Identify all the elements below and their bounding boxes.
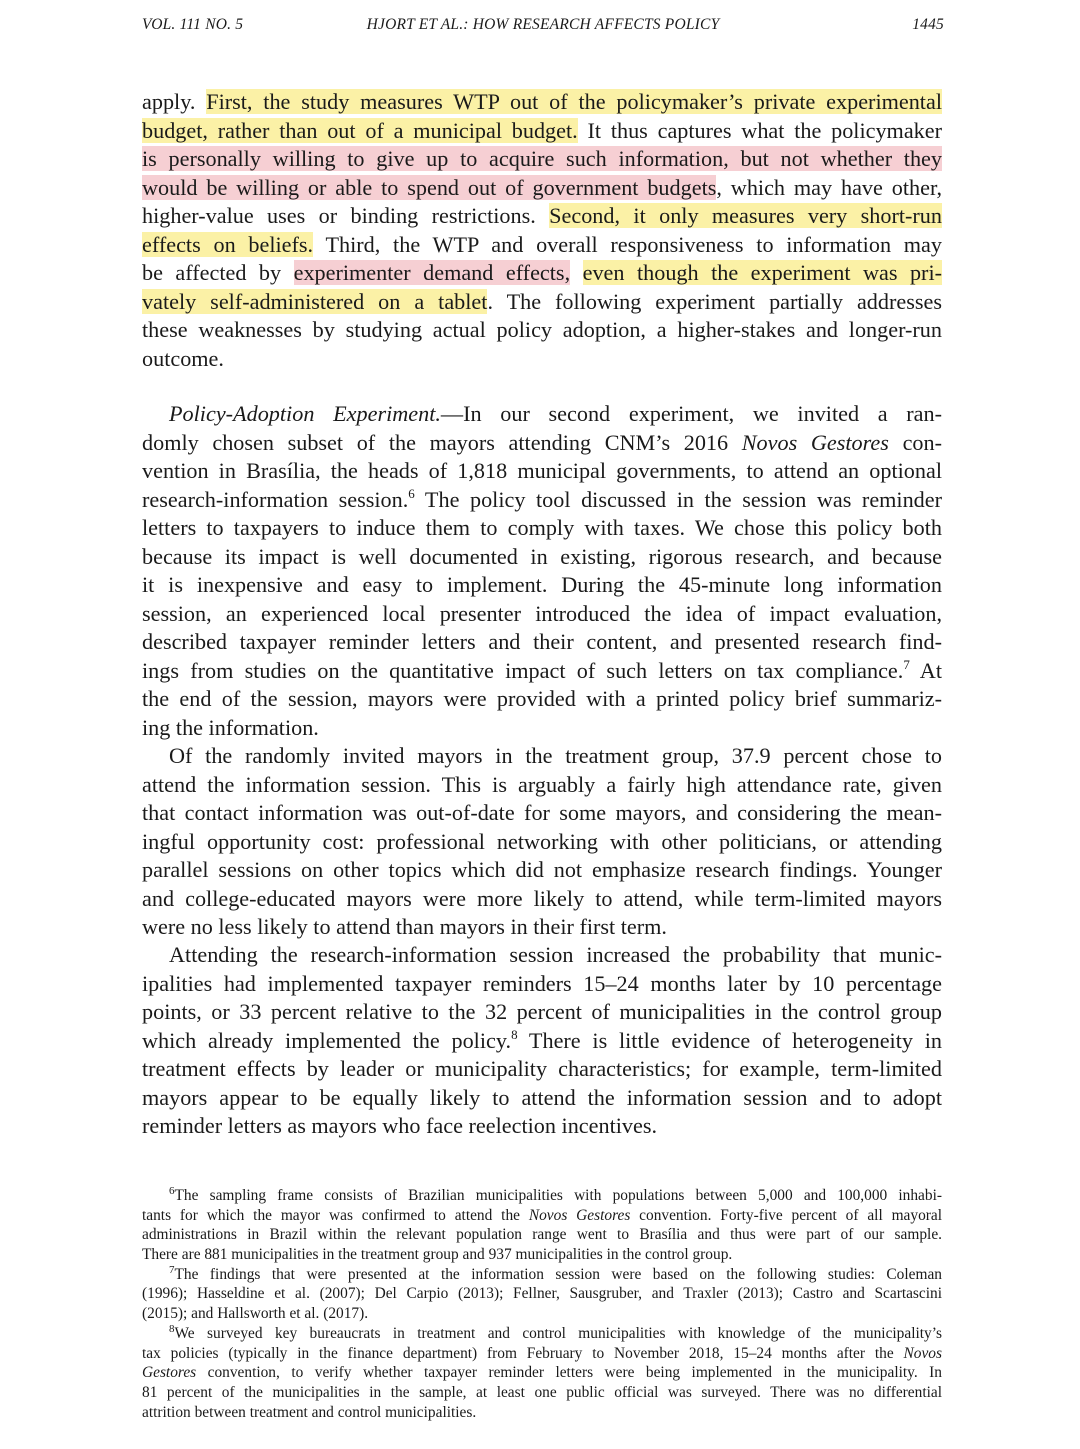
text-span: which already implemented the policy. xyxy=(142,1027,512,1053)
text-span: domly chosen subset of the mayors attending CNM’s 2016 xyxy=(142,429,742,455)
text-line: because its impact is well documented in existing, rigorous research, and because xyxy=(142,543,942,569)
footnote-6 xyxy=(142,1186,942,1265)
text-span: It thus captures what the policymaker xyxy=(577,117,942,143)
text-line xyxy=(142,259,942,288)
text-span: , which may have other, xyxy=(716,174,942,200)
running-head xyxy=(142,16,944,40)
text-span: The findings that were presented at the information session were based on the following studies: Coleman xyxy=(174,1265,942,1283)
italic-term: Novos Gestores xyxy=(741,429,889,455)
text-line: described taxpayer reminder letters and their content, and presented research find- xyxy=(142,629,942,654)
text-span: There is little evidence of heterogeneity in xyxy=(517,1027,943,1053)
text-line: points, or 33 percent relative to the 32 percent of municipalities in the control group xyxy=(142,999,942,1024)
footnote-line xyxy=(142,1186,942,1206)
text-span: research-information session. xyxy=(142,486,409,512)
text-line xyxy=(142,231,942,260)
text-span: The sampling frame consists of Brazilian municipalities with populations between 5,000 and 100,000 inhabi- xyxy=(174,1187,942,1204)
footnote-line xyxy=(142,1265,942,1285)
text-span: con- xyxy=(888,429,942,455)
text-line: the end of the session, mayors were provided with a printed policy brief summariz- xyxy=(142,686,942,711)
footnote-7 xyxy=(142,1265,942,1324)
text-span: tax policies (typically in the finance department) from February to November 2018, 15–24 months after the xyxy=(142,1344,904,1362)
text-line: mayors appear to be equally likely to attend the information session and to adopt xyxy=(142,1084,942,1110)
highlight-red: is personally willing to give up to acquire such information, but not whether they xyxy=(142,146,942,171)
footnote-line: 81 percent of the municipalities in the sample, at least one public official was surveyed. There was no differential xyxy=(142,1383,942,1401)
text-line: that contact information was out-of-date for some mayors, and considering the mean- xyxy=(142,800,942,825)
italic-term: Gestores xyxy=(142,1364,197,1382)
text-span: higher-value uses or binding restrictions. xyxy=(142,203,550,228)
text-line xyxy=(142,145,942,174)
text-line: were no less likely to attend than mayors in their first term. xyxy=(142,914,667,939)
text-line xyxy=(142,429,942,458)
text-line: session, an experienced local presenter introduced the idea of impact evaluation, xyxy=(142,600,942,626)
text-line xyxy=(142,400,942,429)
text-line: and college-educated mayors were more likely to attend, while term-limited mayors xyxy=(142,885,942,911)
footnote-ref-7[interactable]: 7 xyxy=(903,656,910,672)
text-line: parallel sessions on other topics which did not emphasize research findings. Younger xyxy=(142,857,942,882)
footnote-line xyxy=(142,1344,942,1364)
journal-volume: VOL. 111 NO. 5 xyxy=(142,16,244,33)
text-line: Attending the research-information session increased the probability that munic- xyxy=(169,942,942,967)
text-line xyxy=(142,202,942,231)
paragraph-results xyxy=(142,941,942,1141)
footnote-line: There are 881 municipalities in the treatment group and 937 municipalities in the control group. xyxy=(142,1246,733,1264)
italic-term: Novos Gestores xyxy=(528,1206,631,1224)
footnote-line: administrations in Brazil within the relevant population range went to Brasília and thus were part of our sample. xyxy=(142,1226,942,1244)
highlight-red: experimenter demand effects, xyxy=(293,260,571,285)
text-span xyxy=(570,260,582,285)
highlight-yellow: vately self-administered on a tablet xyxy=(142,288,488,314)
footnote-line xyxy=(142,1206,942,1226)
text-span: The policy tool discussed in the session was reminder xyxy=(414,486,943,512)
footnote-line: (2015); and Hallsworth et al. (2017). xyxy=(142,1305,369,1323)
paragraph-limitations xyxy=(142,88,942,373)
text-line xyxy=(142,117,942,146)
text-line: treatment effects by leader or municipality characteristics; for example, term-limited xyxy=(142,1056,942,1081)
highlight-yellow: even though the experiment was pri- xyxy=(582,260,942,285)
text-line: Of the randomly invited mayors in the treatment group, 37.9 percent chose to xyxy=(169,743,942,768)
paragraph-policy-adoption xyxy=(142,400,942,742)
text-span: —In our second experiment, we invited a ran- xyxy=(440,401,942,426)
text-line: it is inexpensive and easy to implement. During the 45-minute long information xyxy=(142,572,942,597)
text-line: outcome. xyxy=(142,345,224,371)
text-span: ings from studies on the quantitative impact of such letters on tax compliance. xyxy=(142,657,904,683)
text-span: convention. Forty-five percent of all mayoral xyxy=(630,1206,942,1224)
text-line xyxy=(142,88,942,117)
highlight-yellow: budget, rather than out of a municipal budget. xyxy=(142,117,578,143)
text-line xyxy=(142,174,942,203)
highlight-yellow: effects on beliefs. xyxy=(142,231,314,257)
text-line: attend the information session. This is arguably a fairly high attendance rate, given xyxy=(142,771,942,797)
footnote-line: attrition between treatment and control municipalities. xyxy=(142,1403,477,1421)
text-line: ipalities had implemented taxpayer reminders 15–24 months later by 10 percentage xyxy=(142,970,942,996)
text-line xyxy=(142,288,942,317)
text-line: letters to taxpayers to induce them to comply with taxes. We chose this policy both xyxy=(142,515,942,540)
footnote-ref-6[interactable]: 6 xyxy=(408,485,415,501)
footnote-number: 7 xyxy=(169,1263,175,1276)
footnote-number: 6 xyxy=(169,1185,175,1197)
text-span: At xyxy=(909,657,942,683)
text-span: tants for which the mayor was confirmed to attend the xyxy=(142,1206,529,1224)
italic-term: Novos xyxy=(903,1344,942,1362)
page-number: 1445 xyxy=(912,16,944,33)
footnotes xyxy=(142,1186,942,1422)
footnote-line: (1996); Hasseldine et al. (2007); Del Carpio (2013); Fellner, Sausgruber, and Traxler (2013); Castro and Scartascini xyxy=(142,1285,942,1303)
highlight-yellow: First, the study measures WTP out of the policymaker’s private experimental xyxy=(206,89,942,114)
text-span: Third, the WTP and overall responsiveness to information may xyxy=(313,231,942,257)
text-line: ingful opportunity cost: professional networking with other politicians, or attending xyxy=(142,828,942,854)
text-span: . The following experiment partially addresses xyxy=(487,288,942,314)
footnote-ref-8[interactable]: 8 xyxy=(511,1026,518,1042)
text-line xyxy=(142,1027,942,1056)
footnote-8 xyxy=(142,1324,942,1422)
text-line xyxy=(142,657,942,686)
text-span: apply. xyxy=(142,89,207,114)
text-line: reminder letters as mayors who face reelection incentives. xyxy=(142,1113,658,1138)
text-line: these weaknesses by studying actual policy adoption, a higher-stakes and longer-run xyxy=(142,317,942,342)
text-span: be affected by xyxy=(142,260,294,285)
text-span: convention, to verify whether taxpayer reminder letters were being implemented in the municipality. In xyxy=(196,1364,942,1382)
article-title: HJORT ET AL.: HOW RESEARCH AFFECTS POLICY xyxy=(366,16,720,33)
footnote-number: 8 xyxy=(169,1322,175,1335)
text-line xyxy=(142,486,942,515)
paragraph-attendance xyxy=(142,742,942,942)
footnote-line xyxy=(142,1324,942,1344)
text-line: ing the information. xyxy=(142,714,319,740)
text-line: vention in Brasília, the heads of 1,818 municipal governments, to attend an optional xyxy=(142,458,942,483)
section-heading: Policy-Adoption Experiment. xyxy=(169,401,441,426)
text-span: We surveyed key bureaucrats in treatment and control municipalities with knowledge of the municipality’s xyxy=(174,1324,942,1342)
highlight-yellow: Second, it only measures very short-run xyxy=(549,203,942,228)
highlight-red: would be willing or able to spend out of government budgets xyxy=(142,174,717,200)
footnote-line xyxy=(142,1363,942,1383)
